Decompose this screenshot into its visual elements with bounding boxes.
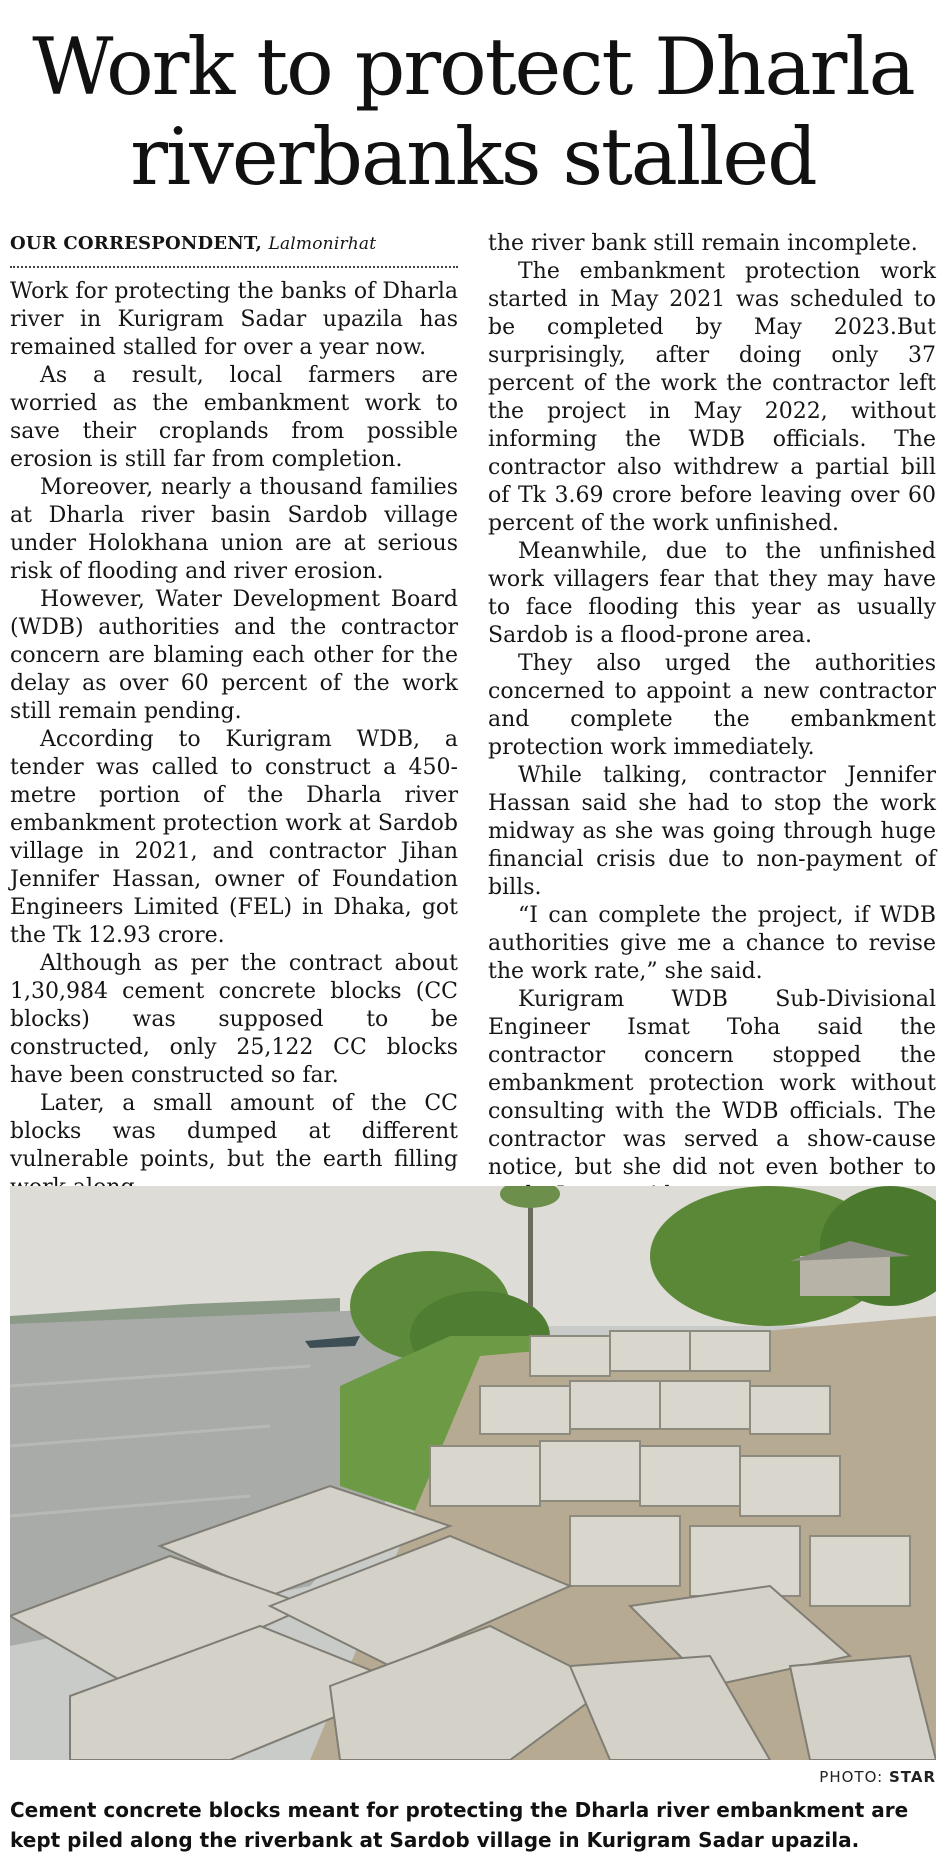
- article-paragraph-continued: the river bank still remain incomplete.: [488, 231, 918, 256]
- article-paragraph: They also urged the authorities concerned to appoint a new contractor and complete the embankment protection work immediately.: [488, 651, 936, 760]
- byline-author: OUR CORRESPONDENT,: [10, 233, 262, 254]
- photo-credit-prefix: PHOTO:: [819, 1768, 884, 1786]
- article-paragraph: The embankment protection work started in May 2021 was scheduled to be completed by May 2023.But surprisingly, after doing only 37 percent of the work the contractor left the project in May 2022, without informing the WDB officials. The contractor also withdrew a partial bill of Tk 3.69 crore before leaving over 60 percent of the work unfinished.: [488, 259, 936, 536]
- photo-credit-source: STAR: [888, 1768, 936, 1786]
- article-column-right: [488, 230, 936, 1210]
- article-paragraph: Work for protecting the banks of Dharla river in Kurigram Sadar upazila has remained stalled for over a year now.: [10, 279, 458, 360]
- article-paragraph: Kurigram WDB Sub-Divisional Engineer Ismat Toha said the contractor concern stopped the embankment protection work without consulting with the WDB officials. The contractor was served a show-cause notice, but she did not even bother to: [488, 987, 936, 1180]
- riverbank-photo-illustration: [10, 1186, 936, 1760]
- article-paragraph: Later, a small amount of the CC blocks was dumped at different vulnerable points, but the earth filling: [10, 1091, 458, 1172]
- article-paragraph: According to Kurigram WDB, a tender was called to construct a 450-metre portion of the Dharla river embankment protection work at Sardob village in 2021, and contractor Jihan Jennifer Hassan, owner of Foundation Engineers Limited (FEL) in Dhaka, got the Tk 12.93 crore.: [10, 727, 458, 948]
- article-paragraph: Although as per the contract about 1,30,984 cement concrete blocks (CC blocks) was supposed to be constructed, only 25,122 CC blocks have been constructed so far.: [10, 951, 458, 1088]
- photo-caption: Cement concrete blocks meant for protecting the Dharla river embankment are kept piled along the riverbank at Sardob village in Kurigram Sadar upazila.: [10, 1798, 909, 1852]
- riverbank-photo: [10, 1186, 936, 1760]
- article-column-left: [10, 232, 458, 1202]
- article-paragraph: As a result, local farmers are worried as the embankment work to save their croplands from possible erosion is still far from completion.: [10, 363, 458, 472]
- article-paragraph: While talking, contractor Jennifer Hassan said she had to stop the work midway as she was going through huge financial crisis due to non-payment of bills.: [488, 763, 936, 900]
- byline: [10, 232, 458, 256]
- byline-location: Lalmonirhat: [268, 234, 377, 254]
- photo-credit: [819, 1768, 936, 1786]
- article-paragraph: Meanwhile, due to the unfinished work villagers fear that they may have to face flooding this year as usually Sardob is a flood-prone area.: [488, 539, 936, 648]
- article-paragraph: However, Water Development Board (WDB) authorities and the contractor concern are blaming each other for the delay as over 60 percent of the work still remain pending.: [10, 587, 458, 724]
- article-paragraph: Moreover, nearly a thousand families at Dharla river basin Sardob village under Holokhana union are at serious risk of flooding and river erosion.: [10, 475, 458, 584]
- headline-line-2: riverbanks stalled: [130, 111, 816, 203]
- headline: [0, 22, 946, 202]
- headline-line-1: Work to protect Dharla: [32, 21, 914, 113]
- byline-divider: [10, 266, 458, 268]
- article-paragraph: “I can complete the project, if WDB authorities give me a chance to revise the work rate,” she said.: [488, 903, 936, 984]
